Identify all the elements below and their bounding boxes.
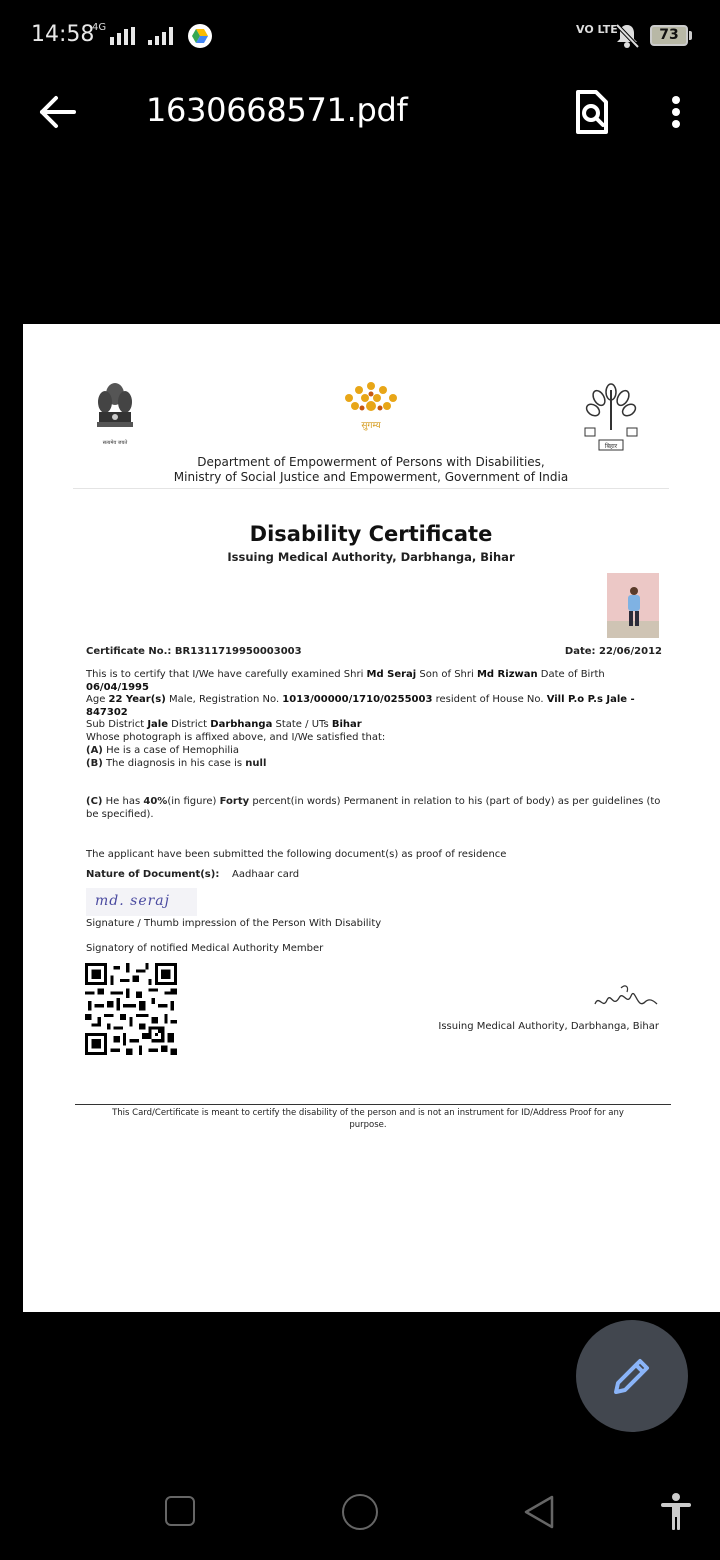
more-vertical-icon [672,96,680,104]
age: 22 Year(s) [108,694,166,705]
edit-fab-button[interactable] [576,1320,688,1432]
certificate-subtitle: Issuing Medical Authority, Darbhanga, Bihar [227,550,515,564]
network-type: 4G [92,22,107,33]
file-title: 1630668571.pdf [146,91,408,129]
house-no: Vill P.o P.s Jale - 847302 [86,694,635,718]
mute-notifications-icon [614,22,640,55]
disability-percent-words: Forty [219,796,250,807]
sub-district: Jale [147,719,168,730]
home-button[interactable] [342,1494,378,1530]
department-heading [73,455,669,485]
recents-button[interactable] [165,1496,195,1526]
issuing-authority: Issuing Medical Authority, Darbhanga, Bihar [438,1021,659,1032]
accessibility-button[interactable] [658,1492,694,1537]
nature-of-document-value: Aadhaar card [232,869,300,880]
disability-percent: 40% [143,796,168,807]
volte-indicator: VO LTE [576,23,618,36]
status-bar [0,0,720,72]
qr-code [85,963,177,1055]
svg-text:बिहार: बिहार [604,443,618,450]
applicant-name: Md Seraj [366,669,417,680]
status-time: 14:58 [31,22,95,47]
find-in-document-icon [570,88,614,136]
more-options-button[interactable] [664,92,688,132]
signatory-text: Signatory of notified Medical Authority Member [86,943,324,954]
pdf-page[interactable] [23,324,720,1312]
triangle-back-icon [522,1494,556,1530]
footer-divider [75,1104,671,1105]
header-divider [73,488,669,489]
find-in-document-button[interactable] [570,88,614,136]
arrow-left-icon [36,90,80,134]
diagnosis-section [86,745,662,770]
accessible-india-logo-icon [335,378,407,436]
registration-no: 1013/00000/1710/0255003 [282,694,433,705]
case-b: (B) The diagnosis in his case is null [86,757,267,769]
edit-pencil-icon [610,1354,654,1398]
signal-icon [148,27,173,45]
authority-signature [591,980,661,1016]
signature-caption: Signature / Thumb impression of the Person With Disability [86,918,382,929]
residence-proof-text: The applicant have been submitted the following document(s) as proof of residence [86,849,507,860]
certification-paragraph: This is to certify that I/We have carefully examined Shri Md Seraj Son of Shri Md Rizwan Date of Birth 06/04/1995 Age 22 Year(s) Male, Registration No. 1013/00000/1710/0255003 resident of House No. Vill P.o P.s Jale - 847302 Sub District Jale District Darbhanga State / UTs Bihar Whose photograph is affixed above, and I/We satisfied that: [86,669,635,743]
nature-of-document: Nature of Document(s): Aadhaar card [86,869,300,880]
battery-indicator: 73 [650,25,688,46]
certificate-date: Date: 22/06/2012 [564,646,662,657]
applicant-signature: md. seraj [86,888,197,916]
case-c: (C) He has 40%(in figure) Forty percent(in words) Permanent in relation to his (part of body) as per guidelines (to be specified). [86,796,661,820]
district: Darbhanga [210,719,273,730]
footer-note: This Card/Certificate is meant to certify the disability of the person and is not an instrument for ID/Address Proof for any purpose. [112,1108,624,1130]
nav-back-button[interactable] [522,1494,556,1535]
signal-icon [110,27,135,45]
applicant-photo [607,573,659,638]
certificate-no: BR1311719950003003 [174,646,302,657]
department-line-2: Ministry of Social Justice and Empowerment, Government of India [173,470,569,484]
certificate-title: Disability Certificate [249,522,493,546]
accessibility-icon [658,1492,694,1532]
state: Bihar [331,719,362,730]
date-of-birth: 06/04/1995 [86,681,149,693]
certificate-no-label: Certificate No.: [86,646,172,657]
drive-icon [188,24,212,48]
department-line-1: Department of Empowerment of Persons with Disabilities, [197,455,545,469]
emblem-caption: सत्यमेव जयते [102,440,128,446]
bihar-emblem-icon [581,380,641,452]
back-button[interactable] [36,90,80,134]
svg-text:सुगम्य: सुगम्य [361,421,381,431]
battery-tip [689,31,692,40]
case-a: (A) He is a case of Hemophilia [86,745,240,756]
father-name: Md Rizwan [476,669,538,680]
certificate-number-row [86,646,662,659]
